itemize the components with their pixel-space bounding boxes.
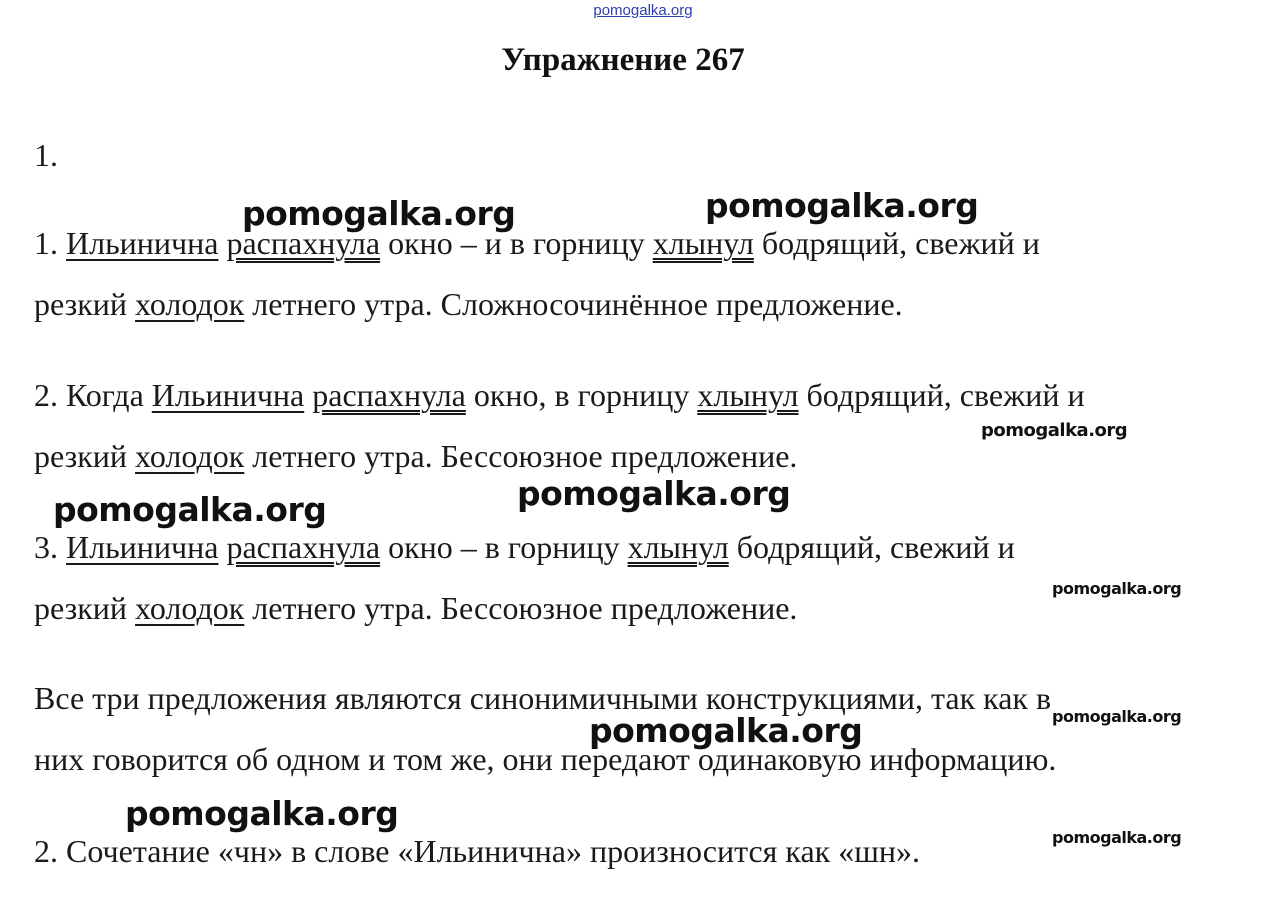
- predicate-word: хлынул: [652, 225, 754, 261]
- subject-word: холодок: [135, 438, 245, 474]
- text-fragment: 3.: [34, 529, 66, 565]
- subject-word: холодок: [135, 286, 245, 322]
- watermark: pomogalka.org: [1052, 579, 1182, 598]
- text-fragment: летнего утра. Сложносочинённое предложение.: [244, 286, 903, 322]
- text-fragment: резкий: [34, 286, 136, 322]
- subject-word: Ильинична: [151, 377, 305, 413]
- text-fragment: окно – в горницу: [380, 529, 628, 565]
- sentence-1-line-2: [34, 285, 903, 323]
- task2-answer: 2. Сочетание «чн» в слове «Ильинична» произносится как «шн».: [34, 833, 920, 869]
- text-fragment: резкий: [34, 438, 136, 474]
- conclusion-line-2: них говорится об одном и том же, они передают одинаковую информацию.: [34, 741, 1057, 777]
- text-fragment: окно, в горницу: [465, 377, 698, 413]
- predicate-word: хлынул: [697, 377, 799, 413]
- watermark: pomogalka.org: [125, 794, 399, 833]
- text-fragment: бодрящий, свежий и: [753, 225, 1040, 261]
- text-fragment: 2. Когда: [34, 377, 152, 413]
- watermark: pomogalka.org: [242, 194, 516, 233]
- text-fragment: бодрящий, свежий и: [798, 377, 1085, 413]
- text-fragment: бодрящий, свежий и: [728, 529, 1015, 565]
- text-fragment: летнего утра. Бессоюзное предложение.: [244, 438, 798, 474]
- watermark: pomogalka.org: [517, 474, 791, 513]
- watermark: pomogalka.org: [589, 711, 863, 750]
- sentence-3-line-2: [34, 589, 797, 627]
- sentence-1-line-1: [34, 224, 1040, 262]
- subject-word: Ильинична: [66, 529, 219, 565]
- conclusion-line-1: Все три предложения являются синонимичными конструкциями, так как в: [34, 680, 1052, 716]
- text-fragment: резкий: [34, 590, 136, 626]
- predicate-word: распахнула: [226, 529, 381, 565]
- sentence-2-line-1: [34, 376, 1085, 414]
- site-link[interactable]: pomogalka.org: [593, 2, 693, 19]
- predicate-word: распахнула: [226, 225, 381, 261]
- watermark: pomogalka.org: [705, 186, 979, 225]
- sentence-3-line-1: [34, 528, 1015, 566]
- watermark: pomogalka.org: [1052, 707, 1182, 726]
- text-fragment: летнего утра. Бессоюзное предложение.: [244, 590, 798, 626]
- subject-word: холодок: [135, 590, 245, 626]
- task1-number: 1.: [34, 137, 58, 173]
- predicate-word: распахнула: [312, 377, 466, 413]
- page-title: Упражнение 267: [501, 42, 745, 78]
- watermark: pomogalka.org: [981, 420, 1128, 441]
- watermark: pomogalka.org: [53, 490, 327, 529]
- sentence-2-line-2: [34, 437, 797, 475]
- text-fragment: окно – и в горницу: [380, 225, 653, 261]
- predicate-word: хлынул: [627, 529, 729, 565]
- watermark: pomogalka.org: [1052, 828, 1182, 847]
- text-fragment: 1.: [34, 225, 66, 261]
- subject-word: Ильинична: [66, 225, 219, 261]
